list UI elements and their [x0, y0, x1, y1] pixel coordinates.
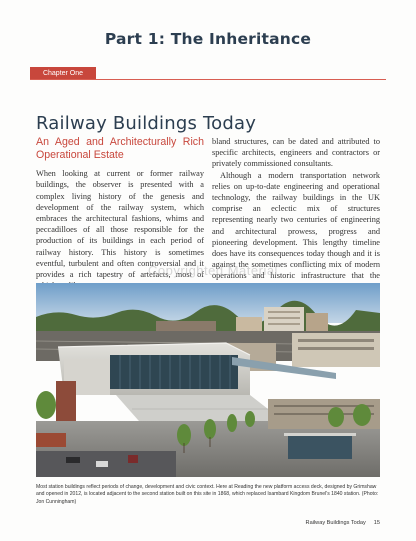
page-footer: [306, 520, 380, 526]
page-number: 15: [373, 520, 380, 526]
watermark: Copyrighted Material: [148, 263, 278, 278]
body-paragraph: Although a modern transportation network relies on up-to-date engineering and operational technology, the railway buildings in the UK comprise an eclectic mix of structures representing nearly two centuries of engineering and architectural prowess, progress and pioneering development. This lengthy timeline does have its consequences today though and it is against the sometimes conflicting mix of modern operations and historic infrastructure that the: [212, 170, 380, 281]
chapter-label: Chapter One: [30, 67, 96, 80]
station-photo: [36, 283, 380, 477]
chapter-title: Railway Buildings Today: [36, 113, 257, 135]
chapter-rule: [30, 79, 386, 80]
section-heading: An Aged and Architecturally Rich Operational Estate: [36, 136, 204, 161]
part-title: Part 1: The Inheritance: [104, 30, 312, 48]
running-title: Railway Buildings Today: [305, 520, 366, 526]
photo-caption: Most station buildings reflect periods of change, development and civic context. Here at Reading the new platform access deck, designed by Grimshaw and opened in 2012, is located adjacent to the second station built on this site in 1868, which replaced Isambard Kingdom Brunel's 1840 station. (Photo: Jon Cunningham): [36, 484, 379, 505]
body-paragraph: When looking at current or former railway buildings, the observer is presented with a complex living history of the genesis and development of the railway system, which embraces the architectural fashions, whims and peccadilloes of all those responsible for the production of its buildings in each period of railway history. This history is sometimes eventful, turbulent and often controversial and it provides a rich tapestry of artefacts, most of: [36, 169, 204, 280]
body-paragraph: bland structures, can be dated and attributed to specific architects, engineers and contractors or privately commissioned consultants.: [212, 137, 380, 169]
